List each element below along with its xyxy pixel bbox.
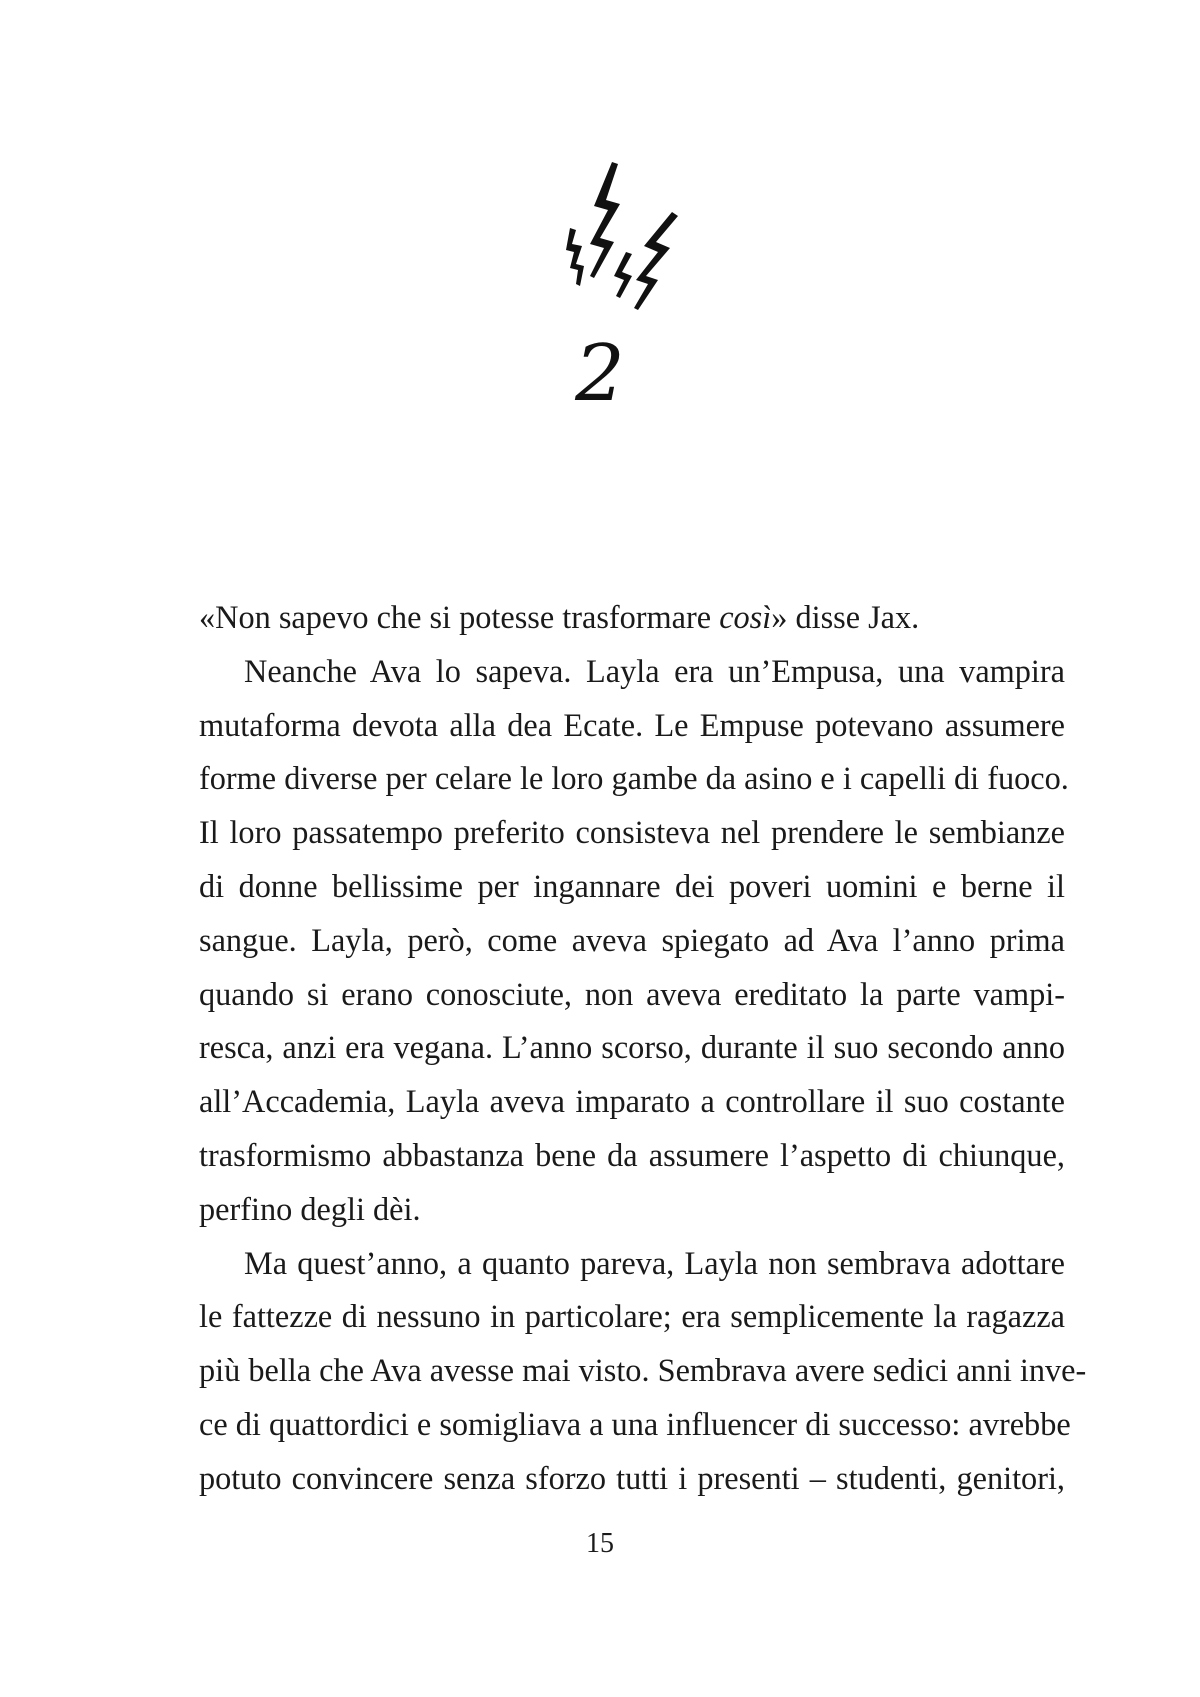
body-text xyxy=(199,591,1087,1506)
paragraph xyxy=(199,591,1065,645)
text-line: perfino degli dèi. xyxy=(199,1190,421,1227)
text-line: Il loro passatempo preferito consisteva nel prendere le sembianze xyxy=(199,814,1065,851)
emphasis: così xyxy=(719,599,772,635)
text-line: Neanche Ava lo sapeva. Layla era un’Empusa, una vampira xyxy=(244,652,1065,689)
text-line: mutaforma devota alla dea Ecate. Le Empuse potevano assumere xyxy=(199,706,1065,743)
text-line: quando si erano conosciute, non aveva ereditato la parte vampi- xyxy=(199,975,1065,1012)
lightning-bolts-icon xyxy=(560,160,690,320)
text-line: forme diverse per celare le loro gambe da asino e i capelli di fuoco. xyxy=(199,760,1069,797)
text-line: resca, anzi era vegana. L’anno scorso, durante il suo secondo anno xyxy=(199,1029,1065,1066)
text-line: di donne bellissime per ingannare dei poveri uomini e berne il xyxy=(199,867,1065,904)
text-line: «Non sapevo che si potesse trasformare così» disse Jax. xyxy=(199,599,920,635)
text-line: ce di quattordici e somigliava a una influencer di successo: avrebbe xyxy=(199,1405,1071,1442)
text-line: sangue. Layla, però, come aveva spiegato ad Ava l’anno prima xyxy=(199,921,1065,958)
text-line: potuto convincere senza sforzo tutti i presenti – studenti, genitori, xyxy=(199,1459,1065,1496)
text-line: all’Accademia, Layla aveva imparato a controllare il suo costante xyxy=(199,1083,1065,1120)
paragraph xyxy=(199,645,1069,1237)
text-line: le fattezze di nessuno in particolare; era semplicemente la ragazza xyxy=(199,1298,1065,1335)
text-line: più bella che Ava avesse mai visto. Sembrava avere sedici anni inve- xyxy=(199,1352,1087,1389)
page-number: 15 xyxy=(586,1528,614,1559)
paragraph xyxy=(199,1237,1087,1506)
text-line: trasformismo abbastanza bene da assumere l’aspetto di chiunque, xyxy=(199,1136,1065,1173)
chapter-number: 2 xyxy=(575,329,625,419)
text-line: Ma quest’anno, a quanto pareva, Layla non sembrava adottare xyxy=(244,1244,1065,1281)
